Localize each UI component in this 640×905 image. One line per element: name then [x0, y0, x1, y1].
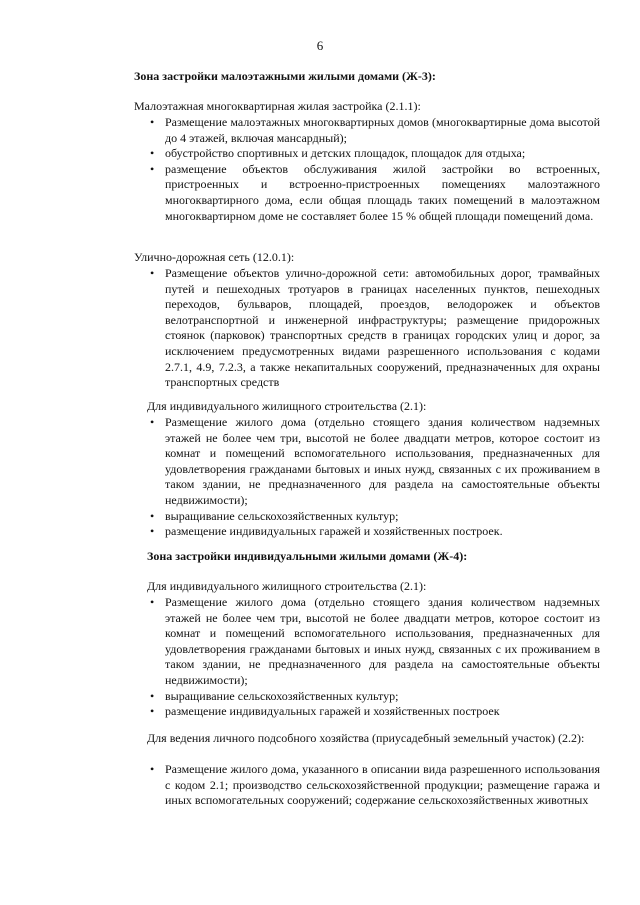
zone-j3-group3-title: Для индивидуального жилищного строительства (2.1):: [147, 399, 427, 413]
list-item: • Размещение объектов улично-дорожной сети: автомобильных дорог, трамвайных путей и пешеходных тротуаров в границах населенных пунктов, пешеходных переходов, бульваров, площадей, проездов, велодорожек и объектов велотранспортной и инженерной инфраструктуры; размещение придорожных стоянок (парковок) транспортных средств в границах городских улиц и дорог, за исключением предусмотренных видами разрешенного использования с кодами 2.7.1, 4.9, 7.2.3, а также некапитальных сооружений, предназначенных для охраны транспортных средств: [148, 266, 600, 391]
list-item: • Размещение малоэтажных многоквартирных домов (многоквартирные дома высотой до 4 этажей, включая мансардный);: [148, 115, 600, 146]
zone-j4-group2-title: Для ведения личного подсобного хозяйства (приусадебный земельный участок) (2.2):: [147, 731, 585, 745]
list-item: • обустройство спортивных и детских площадок, площадок для отдыха;: [148, 146, 600, 162]
list-item: • Размещение жилого дома (отдельно стоящего здания количеством надземных этажей не более чем три, высотой не более двадцати метров, которое состоит из комнат и помещений вспомогательного использования, предназначенных для удовлетворения гражданами бытовых и иных нужд, связанных с их проживанием в таком здании, не предназначенного для раздела на самостоятельные объекты недвижимости);: [148, 415, 600, 509]
zone-j4-group1-list: [148, 595, 600, 720]
zone-j4-group2-list: [148, 762, 600, 809]
zone-j4-heading: Зона застройки индивидуальными жилыми домами (Ж-4):: [147, 549, 468, 563]
list-item: • размещение объектов обслуживания жилой застройки во встроенных, пристроенных и встроенно-пристроенных помещениях малоэтажного многоквартирного дома, если общая площадь таких помещений в малоэтажном многоквартирном доме не составляет более 15 % общей площади помещений дома.: [148, 162, 600, 224]
list-item: • Размещение жилого дома, указанного в описании вида разрешенного использования с кодом 2.1; производство сельскохозяйственной продукции; размещение гаража и иных вспомогательных сооружений; содержание сельскохозяйственных животных: [148, 762, 600, 809]
zone-j3-heading: Зона застройки малоэтажными жилыми домами (Ж-3):: [134, 69, 436, 83]
zone-j3-group2-title: Улично-дорожная сеть (12.0.1):: [134, 250, 295, 264]
zone-j3-group2-list: [148, 266, 600, 391]
zone-j3-group1-list: [148, 115, 600, 224]
zone-j3-group1-title: Малоэтажная многоквартирная жилая застройка (2.1.1):: [134, 99, 421, 113]
page-number: 6: [316, 38, 324, 53]
list-item: • выращивание сельскохозяйственных культур;: [148, 689, 600, 705]
list-item: • размещение индивидуальных гаражей и хозяйственных построек.: [148, 524, 600, 540]
zone-j4-group1-title: Для индивидуального жилищного строительства (2.1):: [147, 579, 427, 593]
list-item: • Размещение жилого дома (отдельно стоящего здания количеством надземных этажей не более чем три, высотой не более двадцати метров, которое состоит из комнат и помещений вспомогательного использования, предназначенных для удовлетворения гражданами бытовых и иных нужд, связанных с их проживанием в таком здании, не предназначенного для раздела на самостоятельные объекты недвижимости);: [148, 595, 600, 689]
list-item: • размещение индивидуальных гаражей и хозяйственных построек: [148, 704, 600, 720]
list-item: • выращивание сельскохозяйственных культур;: [148, 509, 600, 525]
zone-j3-group3-list: [148, 415, 600, 540]
